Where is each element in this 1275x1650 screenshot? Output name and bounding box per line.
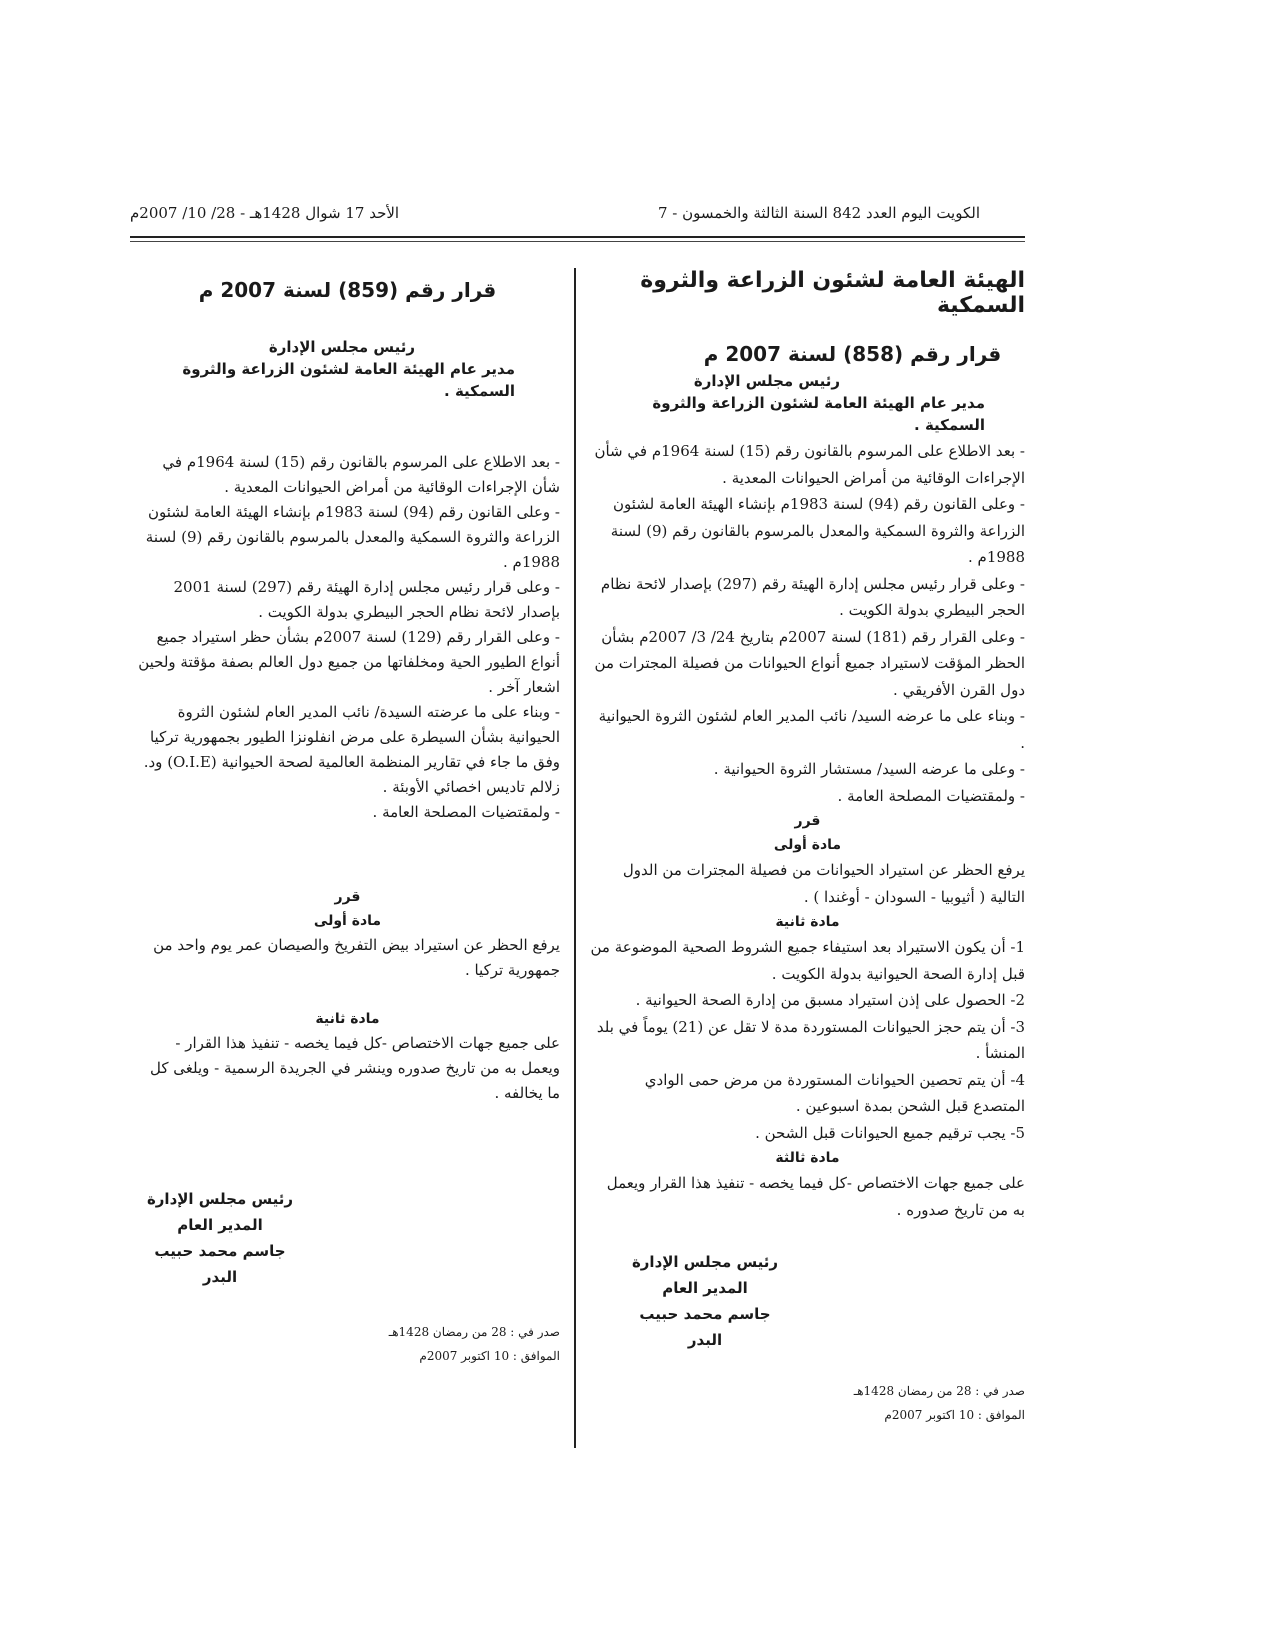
issue-date-gregorian: الموافق : 10 اكتوبر 2007م xyxy=(419,1349,560,1363)
article-3-heading: مادة ثالثة xyxy=(775,1150,840,1166)
spacer xyxy=(135,825,560,885)
spacer xyxy=(135,983,560,1007)
preamble-item: - وعلى القرار رقم (181) لسنة 2007م بتاريخ 24/ 3/ 2007م بشأن الحظر المؤقت لاستيراد جميع أنواع الحيوانات من فصيلة المجترات من دول القرن الأفريقي . xyxy=(594,627,1025,699)
header-rule-thick xyxy=(130,236,1025,238)
signature-title: رئيس مجلس الإدارة xyxy=(146,1190,294,1208)
signature-title: رئيس مجلس الإدارة xyxy=(631,1253,779,1271)
issue-date-hijri: صدر في : 28 من رمضان 1428هـ xyxy=(388,1325,560,1339)
signature-role: المدير العام xyxy=(662,1279,748,1297)
preamble-item: - وعلى ما عرضه السيد/ مستشار الثروة الحيوانية . xyxy=(713,760,1025,778)
signature-block xyxy=(140,1186,300,1290)
header-rule-thin xyxy=(130,241,1025,242)
decided-heading: قرر xyxy=(334,889,361,905)
signature-name: جاسم محمد حبيب البدر xyxy=(639,1305,771,1349)
preamble-item: - وعلى القرار رقم (129) لسنة 2007م بشأن حظر استيراد جميع أنواع الطيور الحية ومخلفاتها من جميع دول العالم بصفة مؤقتة ولحين اشعار آخر . xyxy=(138,628,560,696)
preamble-item: - وعلى القانون رقم (94) لسنة 1983م بإنشاء الهيئة العامة لشئون الزراعة والثروة السمكية والمعدل بالمرسوم بالقانون رقم (9) لسنة 1988م . xyxy=(145,503,560,571)
signature-block xyxy=(625,1249,785,1353)
preamble-item: - ولمقتضيات المصلحة العامة . xyxy=(372,803,560,821)
preamble-item: - وبناء على ما عرضته السيدة/ نائب المدير العام لشئون الثروة الحيوانية بشأن السيطرة على مرض انفلونزا الطيور بجمهورية تركيا وفق ما جاء في تقارير المنظمة العالمية لصحة الحيوانية (O.I.E) ود. زلالم تاديس اخصائي الأوبئة . xyxy=(143,703,560,796)
decision-859-chairman: رئيس مجلس الإدارة xyxy=(268,338,415,356)
column-divider xyxy=(574,268,576,1448)
issue-date-block xyxy=(340,1320,560,1368)
article-2-item: 2- الحصول على إذن استيراد مسبق من إدارة الصحة الحيوانية . xyxy=(635,991,1025,1009)
article-1-heading: مادة أولى xyxy=(313,913,382,929)
preamble-item: - بعد الاطلاع على المرسوم بالقانون رقم (15) لسنة 1964م في شأن الإجراءات الوقائية من أمراض الحيوانات المعدية . xyxy=(162,453,560,496)
decision-858-chairman: رئيس مجلس الإدارة xyxy=(693,372,840,390)
article-2-item: 1- أن يكون الاستيراد بعد استيفاء جميع الشروط الصحية الموضوعة من قبل إدارة الصحة الحيوانية بدولة الكويت . xyxy=(590,938,1025,983)
decision-859-title: قرار رقم (859) لسنة 2007 م xyxy=(198,278,497,302)
signature-role: المدير العام xyxy=(177,1216,263,1234)
article-1-text: يرفع الحظر عن استيراد الحيوانات من فصيلة المجترات من الدول التالية ( أثيوبيا - السودان - أوغندا ) . xyxy=(622,861,1025,906)
article-2-item: 4- أن يتم تحصين الحيوانات المستوردة من مرض حمى الوادي المتصدع قبل الشحن بمدة اسبوعين . xyxy=(644,1070,1025,1115)
article-1-text: يرفع الحظر عن استيراد بيض التفريخ والصيصان عمر يوم واحد من جمهورية تركيا . xyxy=(153,936,560,979)
article-2-item: 5- يجب ترقيم جميع الحيوانات قبل الشحن . xyxy=(755,1123,1025,1142)
decision-858-title: قرار رقم (858) لسنة 2007 م xyxy=(703,342,1002,366)
article-2-text: على جميع جهات الاختصاص -كل فيما يخصه - تنفيذ هذا القرار - ويعمل به من تاريخ صدوره وينشر في الجريدة الرسمية - ويلغى كل ما يخالفه . xyxy=(149,1034,560,1102)
decided-heading: قرر xyxy=(794,813,821,829)
header-issue-info: الكويت اليوم العدد 842 السنة الثالثة والخمسون - 7 xyxy=(657,204,980,222)
issue-date-block xyxy=(805,1379,1025,1427)
decision-859-director: مدير عام الهيئة العامة لشئون الزراعة والثروة السمكية . xyxy=(182,360,515,400)
article-2-heading: مادة ثانية xyxy=(315,1011,380,1027)
header-date: الأحد 17 شوال 1428هـ - 28/ 10/ 2007م xyxy=(130,204,400,222)
issue-date-gregorian: الموافق : 10 اكتوبر 2007م xyxy=(884,1408,1025,1422)
preamble-item: - بعد الاطلاع على المرسوم بالقانون رقم (15) لسنة 1964م في شأن الإجراءات الوقائية من أمراض الحيوانات المعدية . xyxy=(594,442,1025,487)
decision-858 xyxy=(590,268,1025,1427)
decision-859 xyxy=(135,278,560,1368)
decision-858-director: مدير عام الهيئة العامة لشئون الزراعة والثروة السمكية . xyxy=(652,394,985,434)
preamble-item: - ولمقتضيات المصلحة العامة . xyxy=(837,786,1025,805)
preamble-item: - وبناء على ما عرضه السيد/ نائب المدير العام لشئون الثروة الحيوانية . xyxy=(598,707,1025,752)
preamble-item: - وعلى قرار رئيس مجلس إدارة الهيئة رقم (297) بإصدار لائحة نظام الحجر البيطري بدولة الكويت . xyxy=(600,574,1025,619)
article-3-text: على جميع جهات الاختصاص -كل فيما يخصه - تنفيذ هذا القرار ويعمل به من تاريخ صدوره . xyxy=(606,1174,1025,1219)
preamble-item: - وعلى قرار رئيس مجلس إدارة الهيئة رقم (297) لسنة 2001 بإصدار لائحة نظام الحجر البيطري بدولة الكويت . xyxy=(173,578,560,621)
signature-name: جاسم محمد حبيب البدر xyxy=(154,1242,286,1286)
article-2-heading: مادة ثانية xyxy=(775,914,840,930)
issue-date-hijri: صدر في : 28 من رمضان 1428هـ xyxy=(853,1384,1025,1398)
preamble-item: - وعلى القانون رقم (94) لسنة 1983م بإنشاء الهيئة العامة لشئون الزراعة والثروة السمكية والمعدل بالمرسوم بالقانون رقم (9) لسنة 1988م . xyxy=(610,495,1025,566)
article-2-item: 3- أن يتم حجز الحيوانات المستوردة مدة لا تقل عن (21) يوماً في بلد المنشأ . xyxy=(596,1017,1025,1062)
article-1-heading: مادة أولى xyxy=(773,837,842,853)
agency-heading: الهيئة العامة لشئون الزراعة والثروة السمكية xyxy=(640,268,1025,318)
